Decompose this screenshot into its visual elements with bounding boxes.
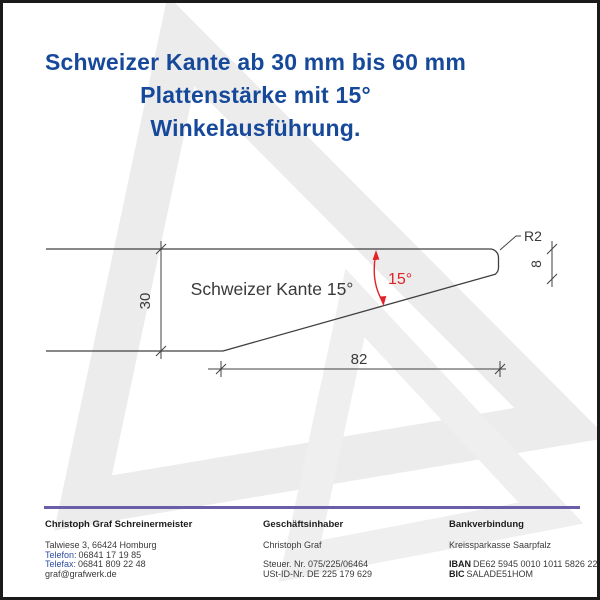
footer-owner-column xyxy=(263,520,438,579)
page-title xyxy=(3,46,508,145)
bic-label: BIC xyxy=(449,568,465,579)
owner-heading: Geschäftsinhaber xyxy=(263,519,344,530)
bic-value: SALADE51HOM xyxy=(466,568,534,579)
page-title-line1: Schweizer Kante ab 30 mm bis 60 mm xyxy=(45,49,466,75)
bank-name: Kreissparkasse Saarpfalz xyxy=(449,540,552,551)
footer-company-column xyxy=(45,520,245,579)
fax-number: 06841 809 22 48 xyxy=(78,559,146,570)
dim-label-bevel-length: 82 xyxy=(350,351,368,368)
phone-number: 06841 17 19 85 xyxy=(78,549,142,560)
owner-tax-number: Steuer. Nr. 075/225/06464 xyxy=(263,559,369,570)
bank-bic-line xyxy=(449,570,589,579)
dimension-thickness-30 xyxy=(156,241,166,359)
page-title-line2: Plattenstärke mit 15° xyxy=(140,82,371,108)
radius-label: R2 xyxy=(524,228,542,244)
iban-label: IBAN xyxy=(449,559,471,570)
iban-value: DE62 5945 0010 1011 5826 22 xyxy=(473,559,598,570)
dimension-edge-8 xyxy=(547,241,557,287)
page-title-line3: Winkelausführung. xyxy=(150,115,361,141)
bank-heading: Bankverbindung xyxy=(449,519,524,530)
angle-arc-15deg xyxy=(373,250,387,306)
dim-label-thickness: 30 xyxy=(137,292,154,310)
angle-label: 15° xyxy=(388,271,413,288)
dim-label-edge-height: 8 xyxy=(528,260,544,268)
board-profile-outline xyxy=(46,249,499,351)
drawing-caption: Schweizer Kante 15° xyxy=(190,279,354,299)
phone-label: Telefon: xyxy=(45,549,77,560)
company-email: graf@grafwerk.de xyxy=(45,568,117,579)
fax-label: Telefax: xyxy=(45,559,77,570)
company-name-heading: Christoph Graf Schreinermeister xyxy=(45,519,193,530)
footer-bank-column xyxy=(449,519,598,579)
owner-name: Christoph Graf xyxy=(263,540,322,551)
company-address: Talwiese 3, 66424 Homburg xyxy=(45,540,157,551)
footer-divider-rule xyxy=(44,506,580,509)
owner-vat-number: USt-ID-Nr. DE 225 179 629 xyxy=(263,568,373,579)
radius-leader-line xyxy=(500,236,521,250)
